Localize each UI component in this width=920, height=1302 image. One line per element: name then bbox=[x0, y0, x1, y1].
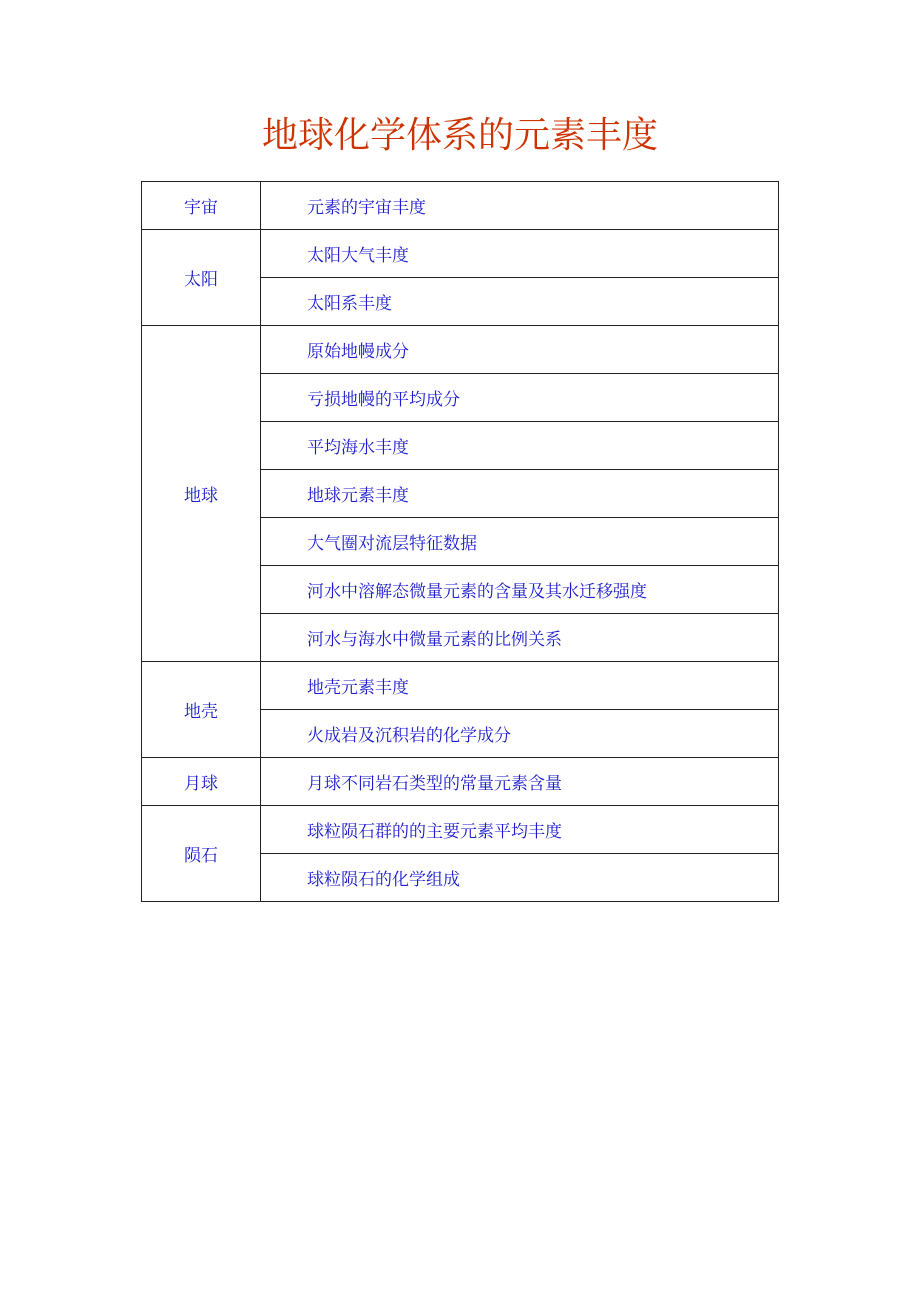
table-row bbox=[142, 230, 779, 278]
item-cell: 原始地幔成分 bbox=[261, 326, 779, 374]
item-cell: 地壳元素丰度 bbox=[261, 662, 779, 710]
table-row bbox=[142, 662, 779, 710]
item-cell: 月球不同岩石类型的常量元素含量 bbox=[261, 758, 779, 806]
item-cell: 亏损地幔的平均成分 bbox=[261, 374, 779, 422]
category-cell-universe: 宇宙 bbox=[142, 182, 261, 230]
table-row bbox=[142, 182, 779, 230]
category-cell-moon: 月球 bbox=[142, 758, 261, 806]
category-cell-meteorite: 陨石 bbox=[142, 806, 261, 902]
table-row bbox=[142, 326, 779, 374]
page-title: 地球化学体系的元素丰度 bbox=[261, 115, 658, 156]
element-abundance-table bbox=[141, 181, 779, 902]
category-cell-sun: 太阳 bbox=[142, 230, 261, 326]
item-cell: 河水中溶解态微量元素的含量及其水迁移强度 bbox=[261, 566, 779, 614]
item-cell: 地球元素丰度 bbox=[261, 470, 779, 518]
item-cell: 球粒陨石群的的主要元素平均丰度 bbox=[261, 806, 779, 854]
item-cell: 火成岩及沉积岩的化学成分 bbox=[261, 710, 779, 758]
item-cell: 元素的宇宙丰度 bbox=[261, 182, 779, 230]
item-cell: 平均海水丰度 bbox=[261, 422, 779, 470]
item-cell: 太阳大气丰度 bbox=[261, 230, 779, 278]
item-cell: 河水与海水中微量元素的比例关系 bbox=[261, 614, 779, 662]
category-cell-crust: 地壳 bbox=[142, 662, 261, 758]
item-cell: 太阳系丰度 bbox=[261, 278, 779, 326]
category-cell-earth: 地球 bbox=[142, 326, 261, 662]
table-row bbox=[142, 758, 779, 806]
table-row bbox=[142, 806, 779, 854]
item-cell: 球粒陨石的化学组成 bbox=[261, 854, 779, 902]
item-cell: 大气圈对流层特征数据 bbox=[261, 518, 779, 566]
